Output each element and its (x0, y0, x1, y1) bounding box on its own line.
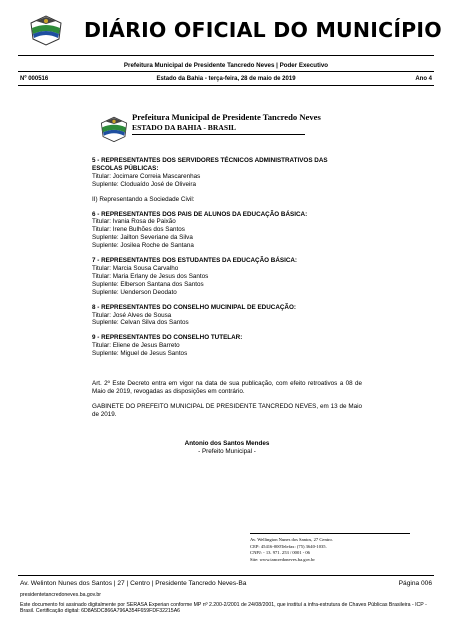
section-title: 7 - REPRESENTANTES DOS ESTUDANTES DA EDUCAÇÃO BÁSICA: (92, 257, 298, 265)
member-line: Suplente: Jailton Severiane da Silva (92, 234, 193, 242)
member-line: Titular: Ivania Rosa de Paixão (92, 218, 176, 226)
footer-site-link[interactable]: presidentetancredoneves.ba.gov.br (20, 592, 101, 598)
gabinete-line: GABINETE DO PREFEITO MUNICIPAL DE PRESIDENTE TANCREDO NEVES, em 13 de Maio de 2019. (92, 402, 362, 418)
divider (18, 575, 434, 576)
member-line: Titular: Marcia Sousa Carvalho (92, 264, 179, 272)
address-line: Av. Wellington Nunes dos Santos, 27 Centro. (250, 537, 333, 542)
issue-number: Nº 000516 (20, 76, 49, 82)
member-line: Titular: Eliene de Jesus Barreto (92, 342, 180, 350)
municipal-crest-logo (98, 113, 130, 145)
footer-certification: Este documento foi assinado digitalmente por SERASA Experian conforme MP nº 2.200-2/2001 de 24/08/2001, que instituí a infra-estrutura de Chaves Públicas Brasileira - ICP - Brasil. Certificação digital: 6D8A5DC866A796A354F659FDF32215A6 (20, 602, 427, 615)
municipal-crest-logo (27, 13, 65, 47)
decree-body (92, 157, 362, 419)
issue-date: Estado da Bahia - terça-feira, 28 de maio de 2019 (156, 76, 296, 82)
newspaper-title: DIÁRIO OFICIAL DO MUNICÍPIO (84, 18, 442, 42)
section-title: 6 - REPRESENTANTES DOS PAIS DE ALUNOS DA EDUCAÇÃO BÁSICA: (92, 210, 308, 218)
section-title: ESCOLAS PÚBLICAS: (92, 164, 159, 172)
signatory-role: - Prefeito Municipal - (198, 448, 256, 455)
member-line: Titular: Jocimare Correia Mascarenhas (92, 172, 201, 180)
section-title: 5 - REPRESENTANTES DOS SERVIDORES TÉCNICOS ADMINISTRATIVOS DAS (92, 157, 328, 164)
address-line: Site: www.tancredoneves.ba.gov.br (250, 556, 315, 562)
member-line: Suplente: Cloduaído José de Oliveira (92, 180, 196, 188)
address-rule (250, 533, 410, 534)
member-line: Suplente: Elberson Santana dos Santos (92, 280, 204, 288)
masthead-subtitle: Prefeitura Municipal de Presidente Tancredo Neves | Poder Executivo (123, 62, 329, 69)
member-line: Suplente: Uenderson Deodato (92, 288, 177, 296)
divider (18, 55, 434, 56)
page-number: Página 006 (398, 580, 432, 587)
section-title: 8 - REPRESENTANTES DO CONSELHO MUCINIPAL DE EDUCAÇÃO: (92, 303, 296, 311)
member-line: Suplente: Miguel de Jesus Santos (92, 350, 188, 358)
member-line: Titular: José Alves de Sousa (92, 311, 172, 319)
letterhead-prefeitura: Prefeitura Municipal de Presidente Tancredo Neves (132, 112, 321, 122)
member-line: Titular: Maria Erlany de Jesus dos Santos (92, 272, 209, 280)
letterhead-rule (132, 134, 305, 135)
section-title: 9 - REPRESENTANTES DO CONSELHO TUTELAR: (92, 334, 243, 342)
letterhead-estado: ESTADO DA BAHIA - BRASIL (132, 123, 237, 132)
article-2: Art. 2º Este Decreto entra em vigor na data de sua publicação, com efeito retroativos a 08 de Maio de 2019, revogadas as disposições em contrário. (92, 380, 362, 395)
footer-address: Av. Welinton Nunes dos Santos | 27 | Centro | Presidente Tancredo Neves-Ba (20, 580, 247, 587)
signatory-name: Antonio dos Santos Mendes (184, 440, 270, 447)
civil-society-line: II) Representando a Sociedade Civil: (92, 195, 195, 203)
address-line: CEP: 45416-000Telefax: (75) 3640-1035. (250, 543, 327, 549)
member-line: Suplente: Celvan Silva dos Santos (92, 319, 189, 327)
divider (18, 85, 434, 86)
divider (18, 71, 434, 72)
address-box (250, 537, 333, 563)
address-line: CNPJ: - 13. 971. 253 / 0001 - 06 (250, 550, 310, 556)
member-line: Titular: Irene Bulhões dos Santos (92, 226, 185, 234)
member-line: Suplente: Josilea Roche de Santana (92, 242, 194, 250)
issue-year: Ano 4 (415, 76, 432, 82)
